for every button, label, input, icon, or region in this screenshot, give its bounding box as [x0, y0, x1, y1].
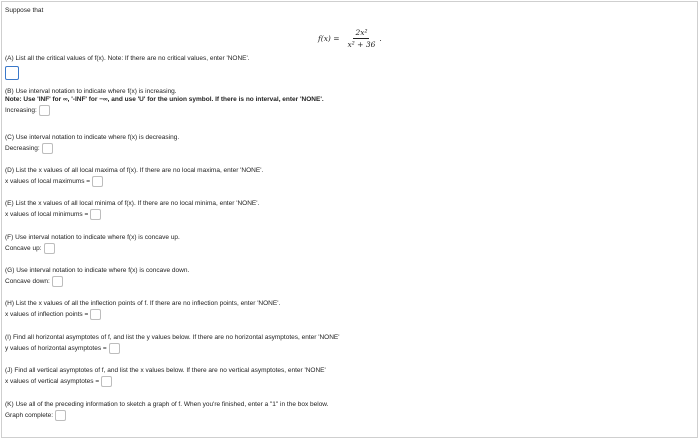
- answer-a-input[interactable]: [5, 66, 19, 80]
- answer-f-label: Concave up:: [5, 244, 42, 252]
- answer-h-input[interactable]: [90, 309, 101, 320]
- question-i: [5, 334, 340, 354]
- answer-i-label: y values of horizontal asymptotes =: [5, 344, 107, 352]
- question-e-text: (E) List the x values of all local minima of f(x). If there are no local minima, enter 'NONE'.: [5, 200, 260, 207]
- intro-text: Suppose that: [5, 7, 44, 14]
- question-i-text: (I) Find all horizontal asymptotes of f, and list the y values below. If there are no horizontal asymptotes, enter 'NONE': [5, 334, 340, 341]
- answer-d-input[interactable]: [92, 176, 103, 187]
- question-c-text: (C) Use interval notation to indicate where f(x) is decreasing.: [5, 134, 180, 141]
- question-b: [5, 88, 324, 116]
- formula-denominator: x² + 36: [347, 40, 376, 49]
- answer-h-label: x values of inflection points =: [5, 310, 89, 318]
- question-b-note: Note: Use 'INF' for ∞, '-INF' for −∞, and use 'U' for the union symbol. If there is no interval, enter 'NONE'.: [5, 96, 324, 103]
- question-h: [5, 300, 280, 320]
- formula-lhs: f(x) =: [318, 34, 340, 43]
- answer-e-input[interactable]: [90, 209, 101, 220]
- answer-e-label: x values of local minimums =: [5, 210, 89, 218]
- question-d-text: (D) List the x values of all local maxima of f(x). If there are no local maxima, enter 'NONE'.: [5, 167, 264, 174]
- answer-i-input[interactable]: [109, 343, 120, 354]
- question-j-text: (J) Find all vertical asymptotes of f, and list the x values below. If there are no vertical asymptotes, enter 'NONE': [5, 367, 326, 374]
- question-g: [5, 267, 189, 287]
- question-c: [5, 134, 179, 154]
- formula-numerator: 2x²: [355, 28, 368, 37]
- answer-g-label: Concave down:: [5, 277, 50, 285]
- answer-c-input[interactable]: [42, 143, 53, 154]
- answer-c-label: Decreasing:: [5, 144, 40, 152]
- answer-k-label: Graph complete:: [5, 411, 54, 419]
- question-h-text: (H) List the x values of all the inflection points of f. If there are no inflection points, enter 'NONE'.: [5, 300, 281, 307]
- answer-g-input[interactable]: [52, 276, 63, 287]
- question-f: [5, 234, 180, 254]
- question-k-text: (K) Use all of the preceding information to sketch a graph of f. When you're finished, enter a "1" in the box below.: [5, 401, 329, 408]
- answer-j-input[interactable]: [101, 376, 112, 387]
- function-formula: [318, 28, 382, 49]
- answer-f-input[interactable]: [44, 243, 55, 254]
- question-e: [5, 200, 259, 220]
- question-d: [5, 167, 263, 187]
- question-k: [5, 401, 328, 421]
- answer-k-input[interactable]: [55, 410, 66, 421]
- formula-period: .: [379, 34, 382, 43]
- question-b-text: (B) Use interval notation to indicate where f(x) is increasing.: [5, 88, 177, 95]
- formula-fraction: [346, 28, 378, 49]
- answer-j-label: x values of vertical asymptotes =: [5, 377, 100, 385]
- question-g-text: (G) Use interval notation to indicate where f(x) is concave down.: [5, 267, 190, 274]
- question-j: [5, 367, 326, 387]
- question-a-text: (A) List all the critical values of f(x). Note: If there are no critical values, enter 'NONE'.: [5, 55, 250, 62]
- answer-b-label: Increasing:: [5, 106, 37, 114]
- question-f-text: (F) Use interval notation to indicate where f(x) is concave up.: [5, 234, 180, 241]
- answer-d-label: x values of local maximums =: [5, 177, 91, 185]
- answer-b-input[interactable]: [39, 105, 50, 116]
- question-a: [5, 55, 250, 80]
